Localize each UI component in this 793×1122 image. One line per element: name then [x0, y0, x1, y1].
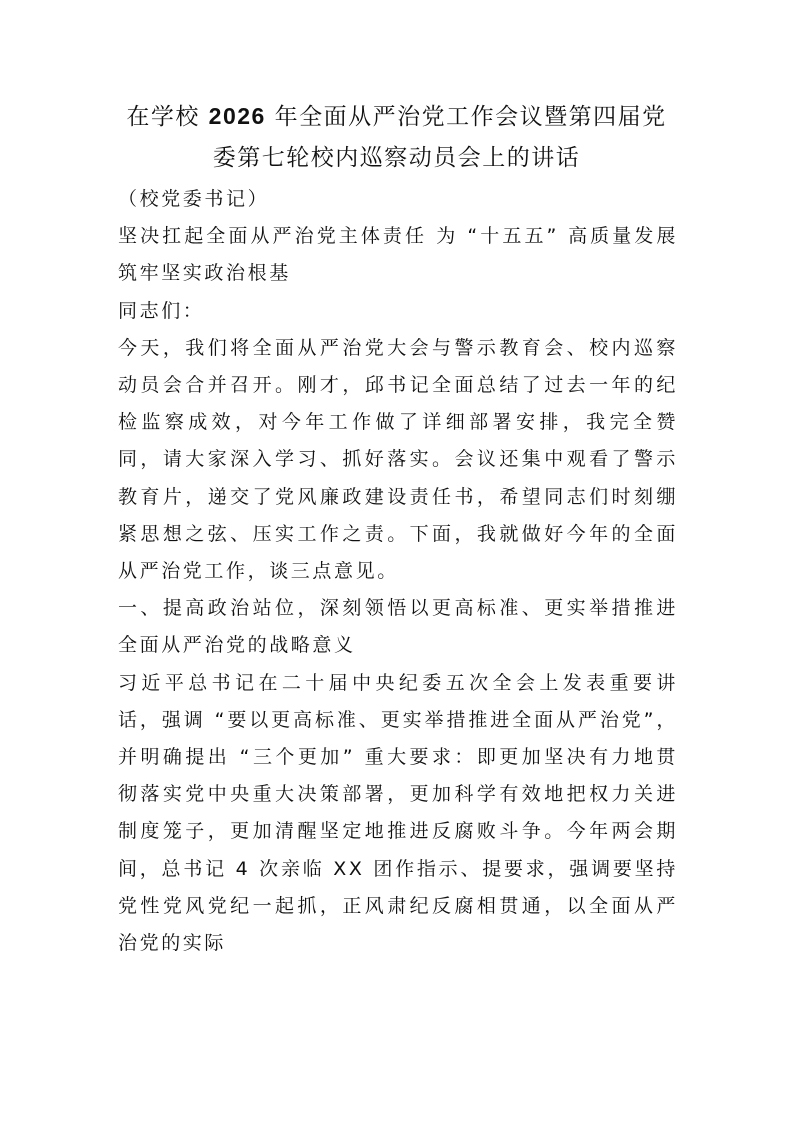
speech-subtitle: 坚决扛起全面从严治党主体责任 为 “十五五” 高质量发展筑牢坚实政治根基 — [118, 225, 678, 285]
document-title-line-2: 委第七轮校内巡察动员会上的讲话 — [212, 145, 581, 171]
paragraph-opening: 今天，我们将全面从严治党大会与警示教育会、校内巡察动员会合并召开。刚才，邱书记全面总结了过去一年的纪检监察成效，对今年工作做了详细部署安排，我完全赞同，请大家深入学习、抓好落实。会议还集中观看了警示教育片，递交了党风廉政建设责任书，希望同志们时刻绷紧思想之弦、压实工作之责。下面，我就做好今年的全面从严治党工作，谈三点意见。 — [118, 336, 678, 583]
speaker-line: （校党委书记） — [118, 188, 270, 210]
title-suffix: 年全面从严治党工作会议暨第四届党 — [265, 104, 667, 130]
salutation: 同志们： — [118, 299, 205, 322]
title-prefix: 在学校 — [126, 104, 209, 130]
document-title-line-1 — [100, 96, 693, 137]
paragraph-section-1: 习近平总书记在二十届中央纪委五次全会上发表重要讲话，强调 “要以更高标准、更实举措推进全面从严治党”，并明确提出 “三个更加” 重大要求：即更加坚决有力地贯彻落实党中央重大决策部署，更加科学有效地把权力关进制度笼子，更加清醒坚定地推进反腐败斗争。今年两会期间，总书记 4 次亲临 XX 团作指示、提要求，强调要坚持党性党风党纪一起抓，正风肃纪反腐相贯通，以全面从严治党的实际 — [118, 671, 678, 955]
section-heading-1: 一、提高政治站位，深刻领悟以更高标准、更实举措推进全面从严治党的战略意义 — [118, 597, 678, 657]
document-body — [118, 181, 678, 962]
title-year: 2026 — [208, 103, 266, 129]
